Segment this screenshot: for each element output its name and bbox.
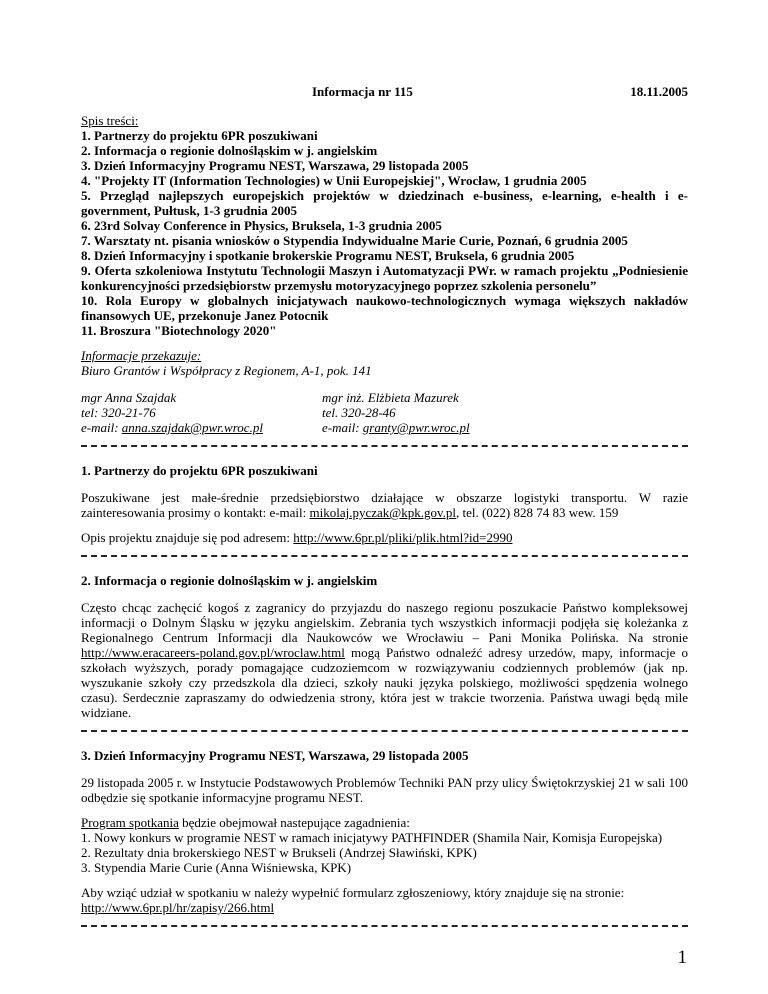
program-label: Program spotkania (81, 815, 179, 830)
issue-date: 18.11.2005 (630, 84, 688, 99)
table-of-contents (81, 128, 688, 338)
info-label: Informacje przekazuje: (81, 348, 202, 363)
program-block (81, 815, 688, 875)
email-prefix: e-mail: (81, 420, 122, 435)
contacts (81, 390, 688, 435)
page-number: 1 (677, 947, 687, 968)
contact-email-link[interactable]: granty@pwr.wroc.pl (362, 420, 470, 435)
contact-tel: tel: 320-21-76 (81, 405, 156, 420)
section-divider (81, 555, 688, 557)
section-paragraph (81, 885, 688, 915)
header (81, 84, 688, 101)
section-title: 1. Partnerzy do projektu 6PR poszukiwani (81, 463, 318, 478)
contact-name: mgr Anna Szajdak (81, 390, 177, 405)
text-run: Opis projektu znajduje się pod adresem: (81, 530, 294, 545)
text-run: mogą Państwo odnaleźć adresy urzedów, mapy, informacje o szkołach wyższych, porady pomagające cudzoziemcom w rozwiązywaniu codziennych problemów (jak np. wyszukanie szkoły czy przedszkola dla dzieci, szkoły nauki języka polskiego, możliwości spędzenia wolnego czasu). Serdecznie zapraszamy do odwiedzenia strony, która jest w trakcie tworzenia. Państwa uwagi będą mile widziane. (81, 645, 688, 720)
contact-name: mgr inż. Elżbieta Mazurek (322, 390, 459, 405)
toc-item: 10. Rola Europy w globalnych inicjatywach naukowo-technologicznych wymaga większych nakładów finansowych UE, przekonuje Janez Potocnik (81, 293, 688, 323)
email-prefix: e-mail: (322, 420, 363, 435)
contact-tel: tel. 320-28-46 (322, 405, 396, 420)
text-run: Poszukiwane jest małe-średnie przedsiębiorstwo działające w obszarze logistyki transportu. W razie zainteresowania prosimy o kontakt: e-mail: (81, 490, 688, 520)
section-paragraph (81, 600, 688, 720)
section-divider (81, 730, 688, 732)
contact-email-line (322, 420, 563, 435)
document-page (81, 84, 688, 943)
toc-item: 9. Oferta szkoleniowa Instytutu Technologii Maszyn i Automatyzacji PWr. w ramach projektu „Podniesienie konkurencyjności przedsiębiorstw przemysłu motoryzacyjnego poprzez szkolenia personelu” (81, 263, 688, 293)
section-paragraph (81, 530, 688, 545)
section-title: 2. Informacja o regionie dolnośląskim w j. angielskim (81, 573, 378, 588)
text-run: będzie obejmował nastepujące zagadnienia: (178, 815, 410, 830)
text-run: Często chcąc zachęcić kogoś z zagranicy do przyjazdu do naszego regionu poszukacie Państwo kompleksowej informacji o Dolnym Śląsku w języku angielskim. Zebrania tych wszystkich informacji podjęła się koleżanka z Regionalnego Centrum Informacji dla Naukowców we Wrocławiu – Pani Monika Polińska. Na stronie (81, 600, 688, 645)
section-divider (81, 445, 688, 447)
text-run: Aby wziąć udział w spotkaniu w należy wypełnić formularz zgłoszeniowy, który znajduje się na stronie: (81, 885, 625, 900)
office-line: Biuro Grantów i Współpracy z Regionem, A-1, pok. 141 (81, 363, 372, 378)
toc-item: 2. Informacja o regionie dolnośląskim w j. angielskim (81, 143, 378, 158)
project-link[interactable]: http://www.6pr.pl/pliki/plik.html?id=2990 (293, 530, 513, 545)
region-link[interactable]: http://www.eracareers-poland.gov.pl/wroclaw.html (81, 645, 345, 660)
contact-card (81, 390, 322, 435)
section-divider (81, 925, 688, 927)
toc-item: 3. Dzień Informacyjny Programu NEST, Warszawa, 29 listopada 2005 (81, 158, 469, 173)
toc-item: 6. 23rd Solvay Conference in Physics, Bruksela, 1-3 grudnia 2005 (81, 218, 442, 233)
toc-item: 11. Broszura "Biotechnology 2020" (81, 323, 277, 338)
program-item: 1. Nowy konkurs w programie NEST w ramach inicjatywy PATHFINDER (Shamila Nair, Komisja Europejska) (81, 830, 663, 845)
email-link[interactable]: mikolaj.pyczak@kpk.gov.pl (309, 505, 457, 520)
contact-email-line (81, 420, 322, 435)
toc-item: 8. Dzień Informacyjny i spotkanie brokerskie Programu NEST, Bruksela, 6 grudnia 2005 (81, 248, 575, 263)
section-title: 3. Dzień Informacyjny Programu NEST, Warszawa, 29 listopada 2005 (81, 748, 469, 763)
toc-item: 7. Warsztaty nt. pisania wniosków o Stypendia Indywidualne Marie Curie, Poznań, 6 grudnia 2005 (81, 233, 628, 248)
text-run: , tel. (022) 828 74 83 wew. 159 (456, 505, 619, 520)
registration-link[interactable]: http://www.6pr.pl/hr/zapisy/266.html (81, 900, 275, 915)
info-number: Informacja nr 115 (312, 84, 413, 99)
contact-email-link[interactable]: anna.szajdak@pwr.wroc.pl (121, 420, 263, 435)
toc-item: 1. Partnerzy do projektu 6PR poszukiwani (81, 128, 318, 143)
section-paragraph (81, 490, 688, 520)
toc-item: 4. "Projekty IT (Information Technologies) w Unii Europejskiej", Wrocław, 1 grudnia 2005 (81, 173, 587, 188)
program-item: 2. Rezultaty dnia brokerskiego NEST w Brukseli (Andrzej Sławiński, KPK) (81, 845, 477, 860)
section-paragraph: 29 listopada 2005 r. w Instytucie Podstawowych Problemów Techniki PAN przy ulicy Świętokrzyskiej 21 w sali 100 odbędzie się spotkanie informacyjne programu NEST. (81, 775, 688, 805)
contact-card (322, 390, 563, 435)
toc-item: 5. Przegląd najlepszych europejskich projektów w dziedzinach e-business, e-learning, e-health i e-government, Pułtusk, 1-3 grudnia 2005 (81, 188, 688, 218)
toc-label: Spis treści: (81, 113, 139, 128)
program-item: 3. Stypendia Marie Curie (Anna Wiśniewska, KPK) (81, 860, 352, 875)
